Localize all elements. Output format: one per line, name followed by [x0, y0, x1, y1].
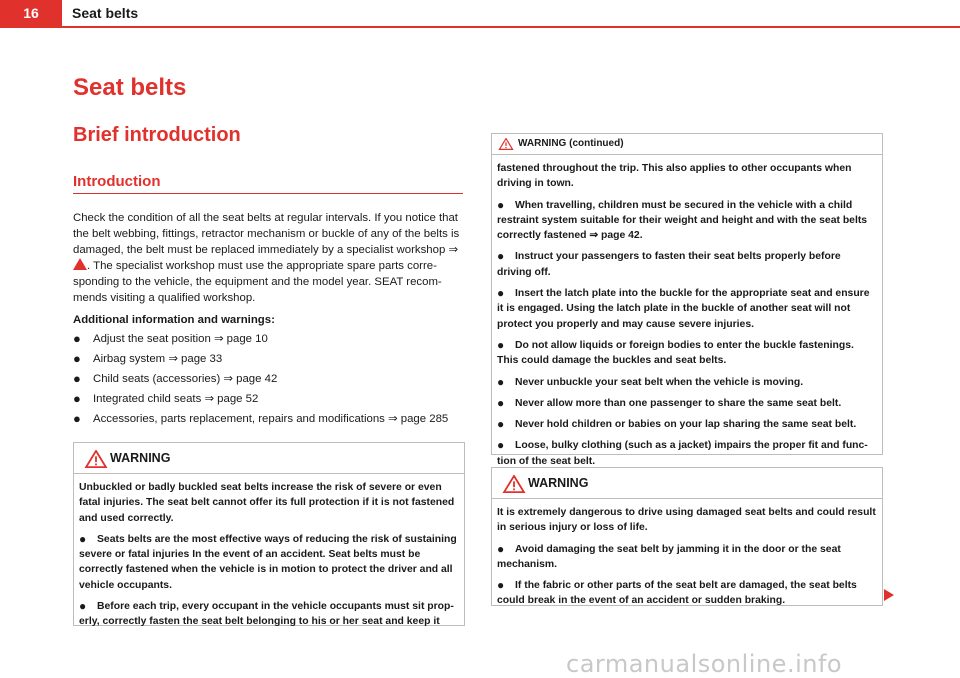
page-header	[0, 0, 960, 26]
warning-header	[492, 468, 882, 499]
bullet: ●	[79, 531, 87, 546]
warning-label: WARNING	[528, 476, 589, 490]
warning-bullet: ● Never hold children or babies on your lap sharing the same seat belt.	[497, 417, 857, 432]
warning-box	[491, 467, 883, 606]
bullet: ●	[497, 286, 505, 301]
warning-continued-label: WARNING (continued)	[518, 138, 624, 149]
warning-bullet: ● When travelling, children must be secured in the vehicle with a child restraint system suitable for their weight and height and with the seat belts correctly fastened ⇒ page 42.	[497, 197, 868, 242]
subsection-title: Introduction	[73, 173, 161, 190]
header-rule	[0, 26, 960, 28]
warning-intro: It is extremely dangerous to drive using damaged seat belts and could result in serious injury or loss of life.	[497, 507, 876, 534]
bullet: ●	[73, 391, 81, 406]
intro-text-before: Check the condition of all the seat belts at regular intervals. If you notice that the belt webbing, fittings, retractor mechanism or buckle of any of the belts is damaged, the belt must be replaced immediately by a specialist workshop ⇒	[73, 212, 460, 256]
warning-bullet: ● Avoid damaging the seat belt by jamming it in the door or the seat mechanism.	[497, 541, 841, 570]
bullet: ●	[73, 371, 81, 386]
list-item[interactable]: ● Integrated child seats ⇒ page 52	[73, 391, 259, 406]
bullet: ●	[79, 599, 87, 614]
section-title: Brief introduction	[73, 124, 241, 146]
warning-triangle-icon	[498, 138, 514, 150]
intro-paragraph	[73, 210, 465, 306]
list-item[interactable]: ● Child seats (accessories) ⇒ page 42	[73, 371, 278, 386]
bullet: ●	[497, 395, 505, 410]
chapter-title: Seat belts	[73, 74, 187, 101]
warning-bullet: ● Before each trip, every occupant in the vehicle occupants must sit prop-erly, correctly fasten the seat belt belonging to his or her seat and keep it	[79, 599, 454, 628]
bullet: ●	[497, 541, 505, 556]
bullet: ●	[73, 411, 81, 426]
additional-info-heading: Additional information and warnings:	[73, 314, 275, 326]
warning-bullet: ● If the fabric or other parts of the seat belt are damaged, the seat belts could break in the event of an accident or sudden braking.	[497, 578, 857, 607]
page-number: 16	[0, 0, 62, 26]
bullet: ●	[497, 578, 505, 593]
warning-bullet: ● Loose, bulky clothing (such as a jacket) impairs the proper fit and func-tion of the seat belt.	[497, 438, 868, 467]
list-item[interactable]: ● Accessories, parts replacement, repairs and modifications ⇒ page 285	[73, 411, 449, 426]
warning-continued-box	[491, 133, 883, 467]
warning-continued-header	[492, 134, 882, 155]
warning-header	[74, 443, 464, 474]
bullet: ●	[497, 249, 505, 264]
header-title: Seat belts	[72, 5, 139, 21]
warning-triangle-icon[interactable]	[73, 258, 87, 270]
bullet: ●	[497, 197, 505, 212]
warning-intro: Unbuckled or badly buckled seat belts increase the risk of severe or even fatal injuries. The seat belt cannot offer its full protection if it is not fastened and used correctly.	[79, 482, 455, 524]
warning-box	[73, 442, 465, 626]
warning-intro: fastened throughout the trip. This also applies to other occupants when driving in town.	[497, 163, 852, 190]
intro-text-after: . The specialist workshop must use the appropriate spare parts corre-sponding to the vehicle, the equipment and the model year. SEAT recom-mends visiting a qualified workshop.	[73, 260, 442, 304]
bullet: ●	[497, 417, 505, 432]
next-page-arrow-icon[interactable]	[884, 589, 894, 601]
warning-bullet: ● Do not allow liquids or foreign bodies to enter the buckle fastenings. This could damage the buckles and seat belts.	[497, 337, 854, 367]
warning-bullet: ● Never allow more than one passenger to share the same seat belt.	[497, 395, 842, 410]
bullet: ●	[497, 337, 505, 352]
subsection-rule	[73, 193, 463, 194]
warning-label: WARNING	[110, 451, 171, 465]
bullet: ●	[73, 351, 81, 366]
warning-bullet: ● Seats belts are the most effective ways of reducing the risk of sustaining severe or fatal injuries In the event of an accident. Seat belts must be correctly fastened when the vehicle is in motion to protect the driver and all vehicle occupants.	[79, 531, 457, 591]
warning-bullet: ● Insert the latch plate into the buckle for the appropriate seat and ensure it is engaged. Using the latch plate in the buckle of another seat will not protect you properly and may cause severe injuries.	[497, 286, 870, 330]
warning-triangle-icon	[84, 450, 108, 468]
list-item[interactable]: ● Adjust the seat position ⇒ page 10	[73, 331, 268, 346]
warning-triangle-icon	[502, 475, 526, 493]
warning-bullet: ● Instruct your passengers to fasten their seat belts properly before driving off.	[497, 249, 841, 278]
watermark: carmanualsonline.info	[566, 650, 843, 678]
bullet: ●	[497, 374, 505, 389]
bullet: ●	[73, 331, 81, 346]
warning-bullet: ● Never unbuckle your seat belt when the vehicle is moving.	[497, 374, 804, 389]
additional-info-list	[73, 331, 465, 431]
list-item[interactable]: ● Airbag system ⇒ page 33	[73, 351, 223, 366]
bullet: ●	[497, 438, 505, 453]
